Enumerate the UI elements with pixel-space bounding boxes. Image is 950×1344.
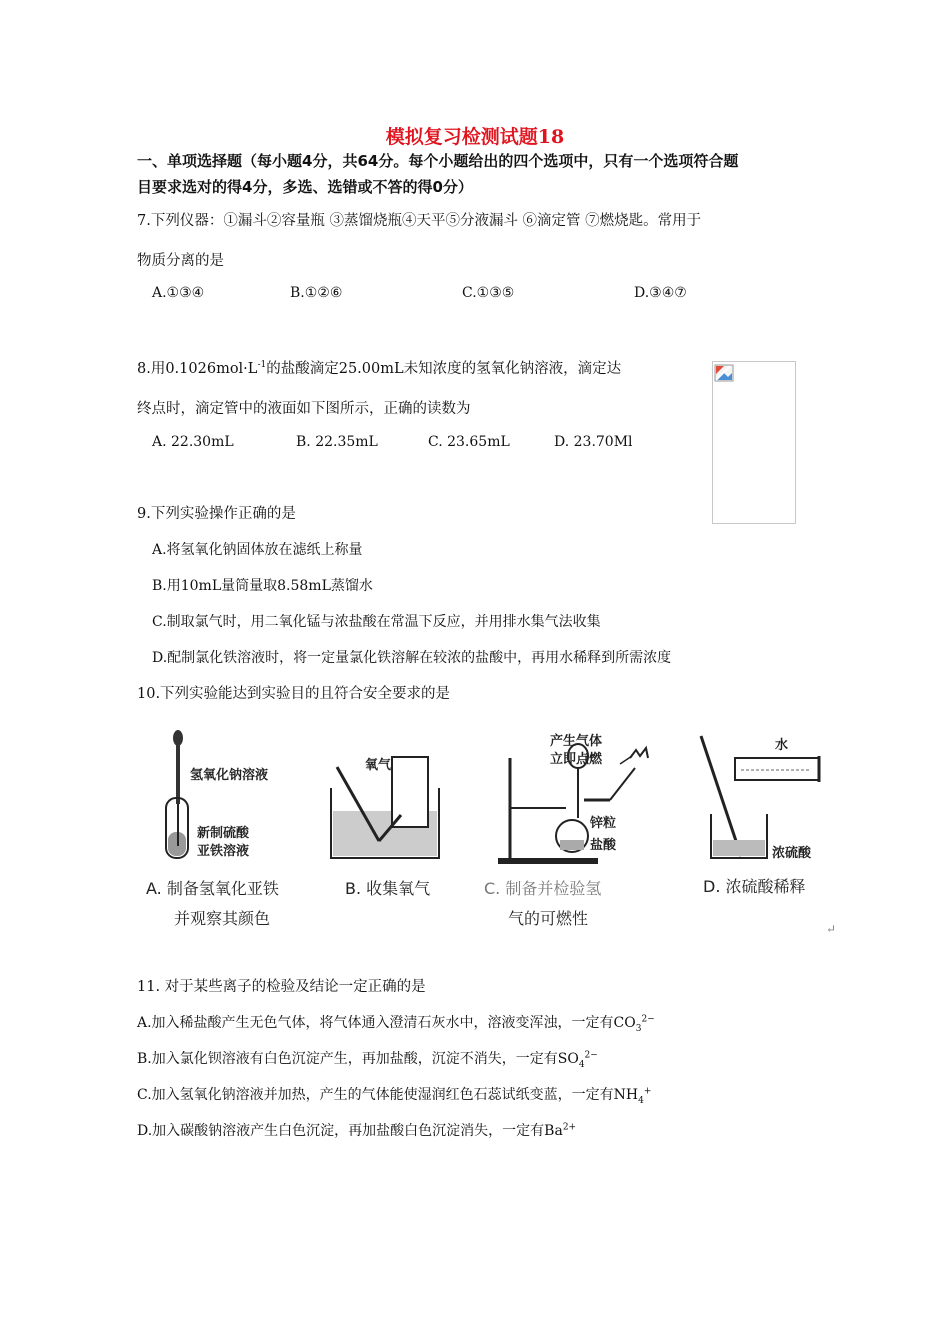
q9-option-b: B.用10mL量筒量取8.58mL蒸馏水	[152, 578, 373, 594]
figure-d-apparatus	[695, 728, 835, 868]
figure-d-label-1: 水	[775, 738, 789, 753]
q7-stem-line2: 物质分离的是	[137, 253, 224, 269]
figure-b-trough	[329, 753, 454, 868]
figure-a-label-3: 亚铁溶液	[197, 844, 250, 859]
figure-c-label-4: 盐酸	[590, 838, 617, 853]
figure-a	[140, 728, 315, 933]
figure-b	[325, 728, 465, 908]
figure-c-caption-1: C. 制备并检验氢	[484, 879, 602, 898]
q8-option-c: C. 23.65mL	[428, 434, 510, 450]
broken-image-placeholder	[712, 361, 796, 524]
figure-a-caption-1: A. 制备氢氧化亚铁	[146, 879, 279, 898]
figure-c-label-2: 立即点燃	[550, 752, 603, 767]
figure-a-label-2: 新制硫酸	[197, 826, 250, 841]
q9-option-c: C.制取氯气时，用二氧化锰与浓盐酸在常温下反应，并用排水集气法收集	[152, 614, 601, 630]
page-title: 模拟复习检测试题18	[385, 126, 565, 148]
q11-stem: 11. 对于某些离子的检验及结论一定正确的是	[137, 979, 426, 995]
q7-option-a: A.①③④	[152, 285, 205, 301]
broken-image-icon	[714, 364, 736, 384]
q8-option-d: D. 23.70Ml	[554, 434, 633, 450]
figure-a-caption-2: 并观察其颜色	[174, 909, 271, 928]
q11-option-b: B.加入氯化钡溶液有白色沉淀产生，再加盐酸，沉淀不消失，一定有$SO_4^{2-}$	[137, 1050, 598, 1070]
figure-b-caption-1: B. 收集氧气	[345, 879, 431, 898]
q7-option-c: C.①③⑤	[462, 285, 515, 301]
q9-option-d: D.配制氯化铁溶液时，将一定量氯化铁溶解在较浓的盐酸中，再用水稀释到所需浓度	[152, 650, 672, 666]
figure-b-label-1: 氧气	[365, 758, 392, 773]
paragraph-return-mark: ↵	[826, 922, 837, 936]
q11-option-a: A.加入稀盐酸产生无色气体，将气体通入澄清石灰水中，溶液变浑浊，一定有$CO_3^{2-}$	[137, 1014, 655, 1034]
q9-option-a: A.将氢氧化钠固体放在滤纸上称量	[152, 542, 363, 558]
q10-stem: 10.下列实验能达到实验目的且符合安全要求的是	[137, 686, 451, 702]
figure-d-label-2: 浓硫酸	[772, 846, 812, 861]
q8-stem-line2: 终点时，滴定管中的液面如下图所示，正确的读数为	[137, 401, 471, 417]
section-header-line1: 一、单项选择题（每小题4分，共64分。每个小题给出的四个选项中，只有一个选项符合题	[137, 152, 739, 170]
q8-stem-line1: 8.用$0.1026mol\cdot L^{-1}$的盐酸滴定25.00mL未知浓度的氢氧化钠溶液，滴定达	[137, 360, 622, 377]
q7-option-b: B.①②⑥	[290, 285, 343, 301]
figure-a-label-1: 氢氧化钠溶液	[190, 768, 269, 783]
q8-option-a: A. 22.30mL	[152, 434, 234, 450]
q11-option-d: D.加入碳酸钠溶液产生白色沉淀，再加盐酸白色沉淀消失，一定有$Ba^{2+}$	[137, 1122, 577, 1139]
q7-stem-line1: 7.下列仪器：①漏斗②容量瓶 ③蒸馏烧瓶④天平⑤分液漏斗 ⑥滴定管 ⑦燃烧匙。常用于	[137, 213, 702, 229]
figure-c-label-1: 产生气体	[550, 734, 603, 749]
q7-option-d: D.③④⑦	[634, 285, 687, 301]
q11-option-c: C.加入氢氧化钠溶液并加热，产生的气体能使湿润红色石蕊试纸变蓝，一定有$NH_4^+$	[137, 1086, 652, 1106]
figure-c	[480, 728, 670, 933]
figure-d	[695, 728, 840, 908]
section-header-line2: 目要求选对的得4分，多选、选错或不答的得0分）	[137, 178, 473, 196]
figure-c-caption-2: 气的可燃性	[508, 909, 589, 928]
figure-c-label-3: 锌粒	[590, 816, 617, 831]
figure-d-caption-1: D. 浓硫酸稀释	[703, 877, 806, 896]
q9-stem: 9.下列实验操作正确的是	[137, 506, 296, 522]
q8-option-b: B. 22.35mL	[296, 434, 378, 450]
